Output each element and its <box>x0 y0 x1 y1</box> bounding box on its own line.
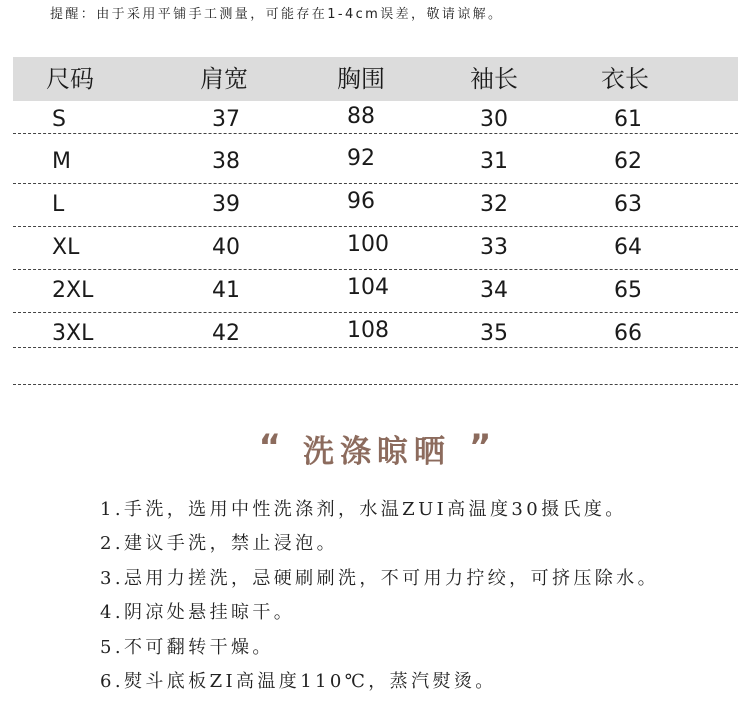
cell-shoulder-width: 40 <box>212 235 240 260</box>
header-chest: 胸围 <box>337 65 385 93</box>
header-shoulder-width: 肩宽 <box>200 65 248 93</box>
cell-size: 2XL <box>52 278 94 303</box>
care-instruction-list <box>100 493 740 699</box>
table-row <box>0 189 750 218</box>
table-row <box>0 275 750 304</box>
care-instruction-item: 6.熨斗底板ZI高温度110℃，蒸汽熨烫。 <box>100 670 497 692</box>
cell-garment-length: 61 <box>614 107 642 132</box>
open-quote-mark: “ <box>258 427 281 467</box>
cell-garment-length: 63 <box>614 192 642 217</box>
cell-size: M <box>52 149 71 174</box>
table-row <box>0 232 750 261</box>
cell-shoulder-width: 37 <box>212 107 240 132</box>
cell-sleeve-length: 35 <box>480 321 508 346</box>
cell-size: S <box>52 107 66 132</box>
cell-chest: 88 <box>347 104 375 129</box>
row-divider <box>13 226 738 227</box>
cell-chest: 108 <box>347 318 389 343</box>
cell-shoulder-width: 42 <box>212 321 240 346</box>
cell-garment-length: 64 <box>614 235 642 260</box>
header-garment-length: 衣长 <box>601 65 649 93</box>
care-instruction-item: 1.手洗，选用中性洗涤剂，水温ZUI高温度30摄氏度。 <box>100 499 627 520</box>
cell-sleeve-length: 34 <box>480 278 508 303</box>
cell-sleeve-length: 33 <box>480 235 508 260</box>
cell-shoulder-width: 41 <box>212 278 240 303</box>
care-instruction-item: 5.不可翻转干燥。 <box>100 636 274 658</box>
row-divider <box>13 347 738 348</box>
cell-chest: 96 <box>347 189 375 214</box>
cell-sleeve-length: 30 <box>480 107 508 132</box>
care-title-text: 洗涤晾晒 <box>303 434 451 470</box>
row-divider <box>13 183 738 184</box>
cell-size: 3XL <box>52 321 94 346</box>
size-table-header <box>0 57 750 101</box>
cell-size: XL <box>52 235 80 260</box>
table-row <box>0 104 750 133</box>
cell-sleeve-length: 32 <box>480 192 508 217</box>
header-size: 尺码 <box>46 65 94 93</box>
care-instruction-item: 3.忌用力搓洗，忌硬刷刷洗，不可用力拧绞，可挤压除水。 <box>100 567 659 589</box>
cell-shoulder-width: 39 <box>212 192 240 217</box>
table-row <box>0 146 750 175</box>
row-divider <box>13 269 738 270</box>
care-instruction-item: 4.阴凉处悬挂晾干。 <box>100 602 296 624</box>
cell-garment-length: 62 <box>614 149 642 174</box>
cell-size: L <box>52 192 65 217</box>
cell-chest: 92 <box>347 146 375 171</box>
care-section-title <box>0 428 750 474</box>
table-bottom-divider <box>13 384 738 385</box>
cell-shoulder-width: 38 <box>212 149 240 174</box>
cell-chest: 100 <box>347 232 389 257</box>
row-divider <box>13 312 738 313</box>
table-row <box>0 318 750 347</box>
cell-sleeve-length: 31 <box>480 149 508 174</box>
cell-garment-length: 66 <box>614 321 642 346</box>
close-quote-mark: ” <box>469 427 492 467</box>
cell-garment-length: 65 <box>614 278 642 303</box>
row-divider <box>13 133 738 134</box>
care-instruction-item: 2.建议手洗，禁止浸泡。 <box>100 533 338 555</box>
cell-chest: 104 <box>347 275 389 300</box>
header-sleeve-length: 袖长 <box>470 65 518 93</box>
measurement-notice: 提醒：由于采用平铺手工测量，可能存在1-4cm误差，敬请谅解。 <box>50 7 504 22</box>
